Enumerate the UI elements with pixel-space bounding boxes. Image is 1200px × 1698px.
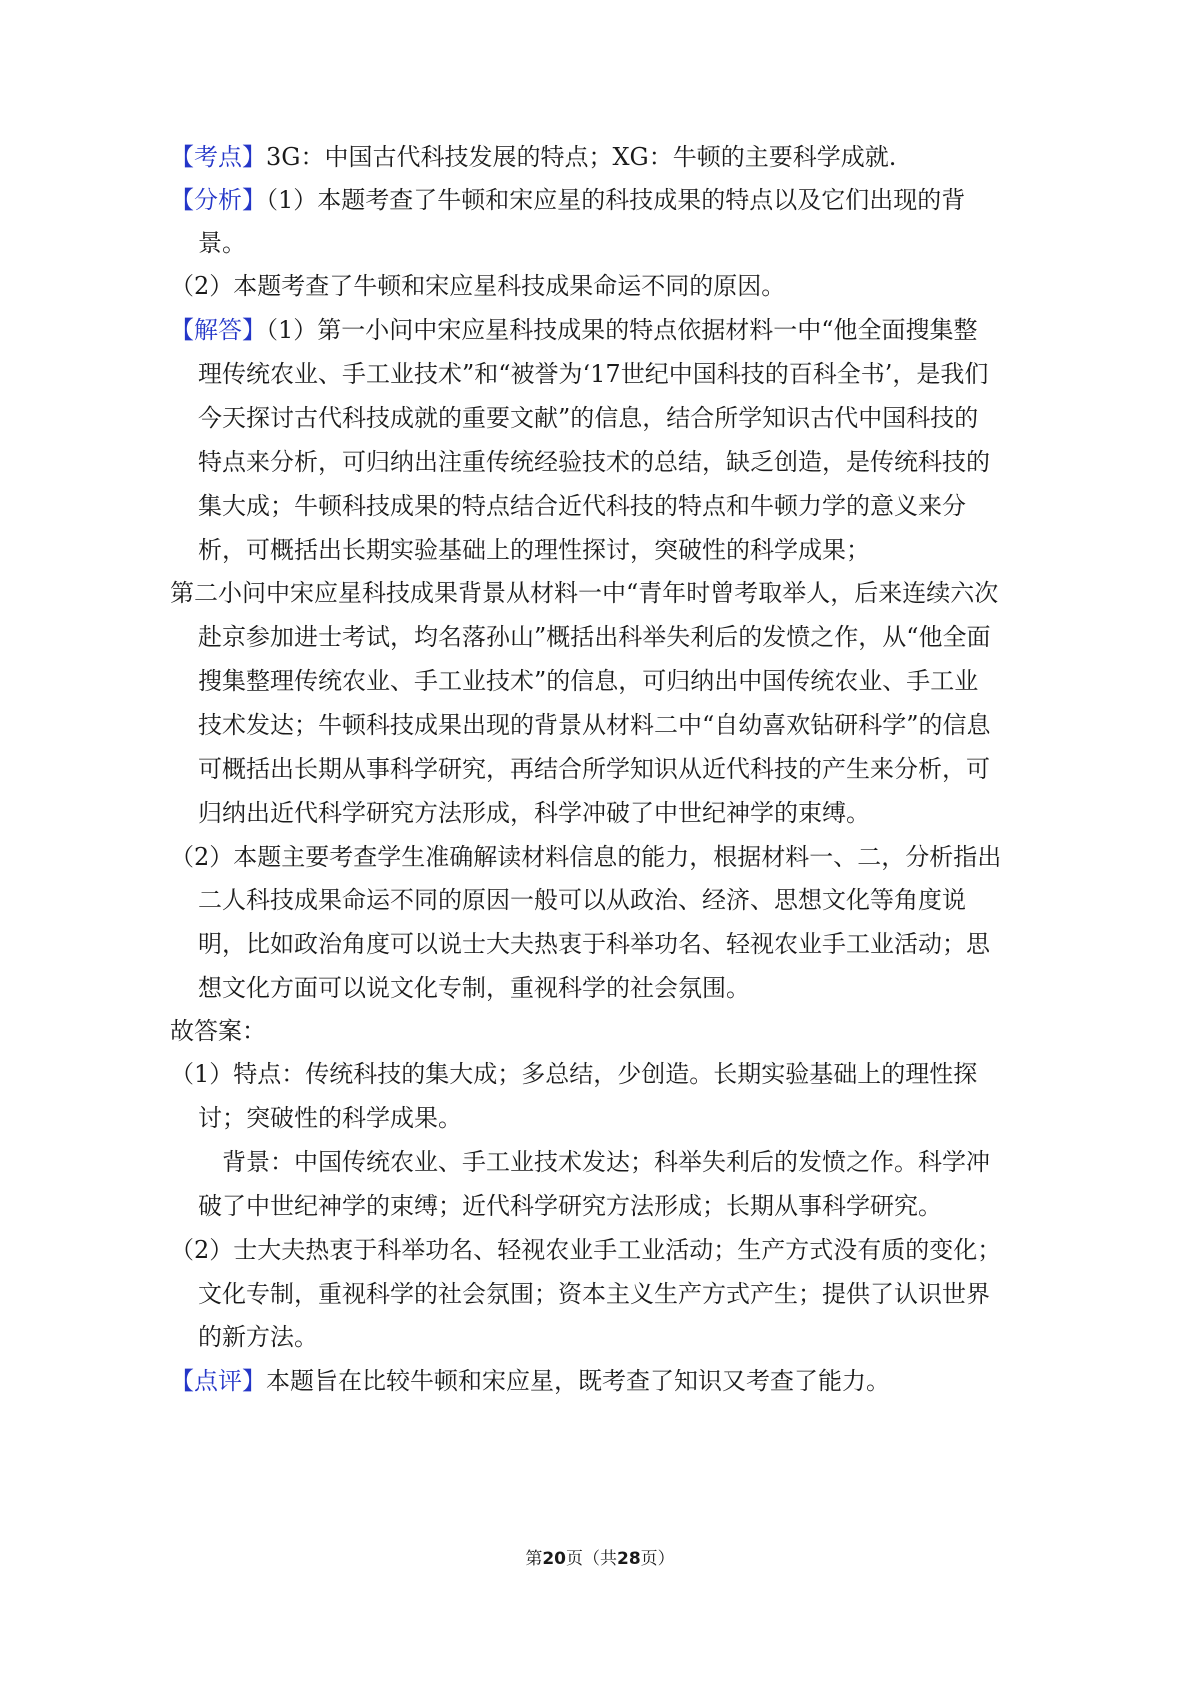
answer-line-1: （1）特点：传统科技的集大成；多总结，少创造。长期实验基础上的理性探 (170, 1060, 978, 1088)
answer-heading: 故答案： (170, 1017, 266, 1045)
fenxi-line-2: 景。 (198, 229, 246, 257)
jieda-line-15: 明，比如政治角度可以说士大夫热衷于科举功名、轻视农业手工业活动；思 (198, 930, 990, 958)
jieda-line-3: 今天探讨古代科技成就的重要文献”的信息，结合所学知识古代中国科技的 (198, 404, 979, 432)
answer-line-2: 讨；突破性的科学成果。 (198, 1104, 462, 1132)
current-page-number: 20 (542, 1549, 566, 1569)
jieda-line-5: 集大成；牛顿科技成果的特点结合近代科技的特点和牛顿力学的意义来分 (198, 492, 966, 520)
fenxi-tag: 【分析】 (170, 186, 266, 214)
answer-line-4: 破了中世纪神学的束缚；近代科学研究方法形成；长期从事科学研究。 (198, 1192, 942, 1220)
jieda-line-8: 赴京参加进士考试，均名落孙山”概括出科举失利后的发愤之作，从“他全面 (198, 623, 991, 651)
answer-line-6: 文化专制，重视科学的社会氛围；资本主义生产方式产生；提供了认识世界 (198, 1280, 990, 1308)
jieda-line-9: 搜集整理传统农业、手工业技术”的信息，可归纳出中国传统农业、手工业 (198, 667, 979, 695)
answer-line-7: 的新方法。 (198, 1323, 318, 1351)
kaodian-tag: 【考点】 (170, 143, 266, 171)
jieda-line-16: 想文化方面可以说文化专制，重视科学的社会氛围。 (198, 974, 750, 1002)
jieda-line-13: （2）本题主要考查学生准确解读材料信息的能力，根据材料一、二，分析指出 (170, 843, 1002, 871)
jieda-line-2: 理传统农业、手工业技术”和“被誉为‘17世纪中国科技的百科全书’，是我们 (198, 360, 989, 388)
jieda-line-1 (170, 314, 978, 346)
fenxi-line-1 (170, 184, 965, 216)
jieda-line-11: 可概括出长期从事科学研究，再结合所学知识从近代科技的产生来分析，可 (198, 755, 990, 783)
jieda-line-7: 第二小问中宋应星科技成果背景从材料一中“青年时曾考取举人，后来连续六次 (170, 579, 999, 607)
footer-middle: 页（共 (566, 1549, 617, 1569)
kaodian-line (170, 141, 896, 173)
jieda-text-1: （1）第一小问中宋应星科技成果的特点依据材料一中“他全面搜集整 (266, 316, 978, 344)
footer-prefix: 第 (525, 1549, 543, 1569)
dianping-line (170, 1365, 890, 1397)
total-pages-number: 28 (617, 1549, 641, 1569)
jieda-line-10: 技术发达；牛顿科技成果出现的背景从材料二中“自幼喜欢钻研科学”的信息 (198, 711, 991, 739)
answer-line-5: （2）士大夫热衷于科举功名、轻视农业手工业活动；生产方式没有质的变化； (170, 1236, 1002, 1264)
dianping-tag: 【点评】 (170, 1367, 266, 1395)
dianping-text: 本题旨在比较牛顿和宋应星，既考查了知识又考查了能力。 (266, 1367, 890, 1395)
jieda-line-6: 析，可概括出长期实验基础上的理性探讨，突破性的科学成果； (198, 536, 870, 564)
footer-suffix: 页） (640, 1549, 675, 1569)
jieda-line-12: 归纳出近代科学研究方法形成，科学冲破了中世纪神学的束缚。 (198, 799, 870, 827)
answer-line-3: 背景：中国传统农业、手工业技术发达；科举失利后的发愤之作。科学冲 (222, 1148, 990, 1176)
jieda-tag: 【解答】 (170, 316, 266, 344)
jieda-line-14: 二人科技成果命运不同的原因一般可以从政治、经济、思想文化等角度说 (198, 886, 966, 914)
fenxi-line-3: （2）本题考查了牛顿和宋应星科技成果命运不同的原因。 (170, 272, 786, 300)
fenxi-text-1: （1）本题考查了牛顿和宋应星的科技成果的特点以及它们出现的背 (266, 186, 966, 214)
kaodian-text: 3G：中国古代科技发展的特点；XG：牛顿的主要科学成就. (266, 143, 897, 171)
page-footer (0, 1548, 1200, 1570)
jieda-line-4: 特点来分析，可归纳出注重传统经验技术的总结，缺乏创造，是传统科技的 (198, 448, 990, 476)
